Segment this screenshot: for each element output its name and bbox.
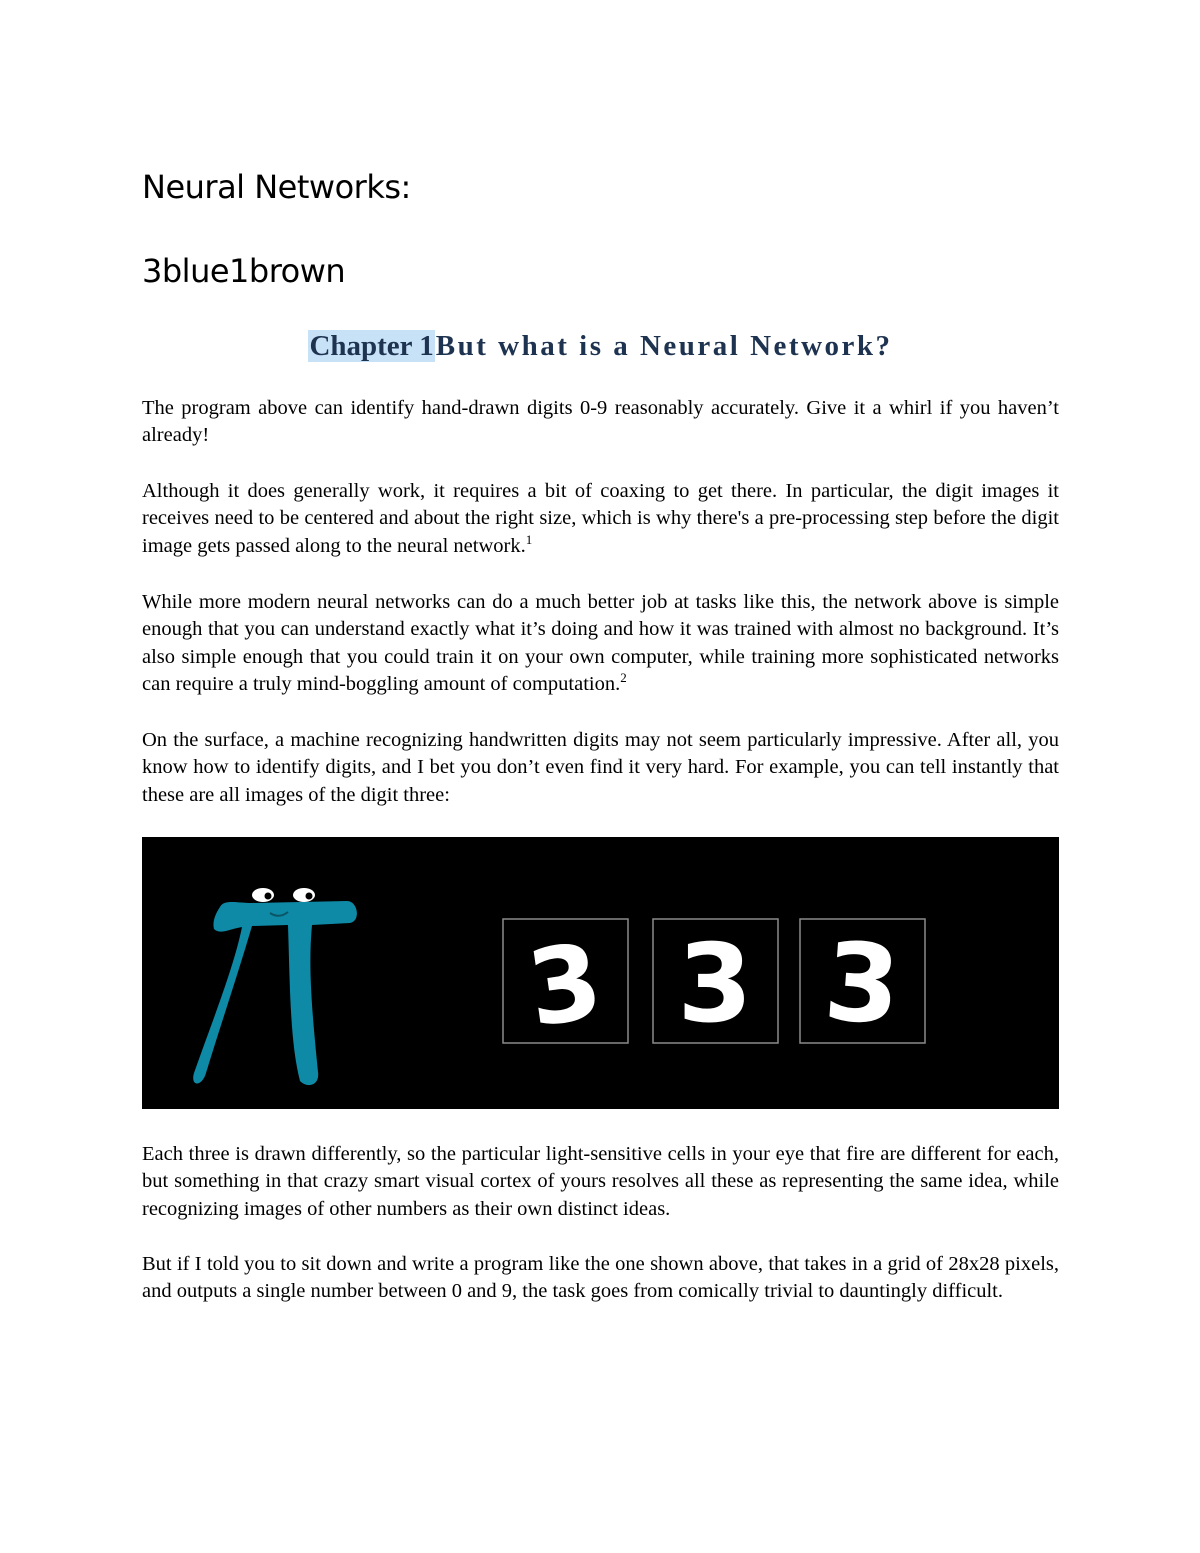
- pi-pupil-right: [306, 893, 313, 900]
- paragraph-text: Each three is drawn differently, so the particular light-sensitive cells in your eye that fire are different for each, but something in that crazy smart visual cortex of yours resolves all these as representing the same idea, while recognizing images of other numbers as their own distinct ideas.: [142, 1143, 1059, 1220]
- document-title: Neural Networks:: [142, 168, 411, 206]
- document-subtitle: 3blue1brown: [142, 252, 346, 290]
- paragraph-text: Although it does generally work, it requires a bit of coaxing to get there. In particular, the digit images it receives need to be centered and about the right size, which is why there's a pre-processing step before the digit image gets passed along to the neural network.: [142, 480, 1059, 557]
- paragraph: [142, 1141, 1059, 1223]
- digit-label: 3: [820, 919, 905, 1050]
- pi-body: [193, 901, 357, 1085]
- paragraph: [142, 727, 1059, 809]
- chapter-label: Chapter 1: [309, 330, 434, 362]
- digit-box: [653, 919, 778, 1047]
- figure-illustration: [142, 837, 1059, 1109]
- footnote-marker[interactable]: 1: [525, 531, 533, 547]
- digit-box: [503, 919, 628, 1050]
- digit-three-figure: [142, 837, 1059, 1109]
- chapter-heading: [142, 330, 1059, 363]
- pi-creature-icon: [193, 888, 357, 1085]
- chapter-title: But what is a Neural Network?: [435, 330, 893, 362]
- paragraph-text: But if I told you to sit down and write a program like the one shown above, that takes in a grid of 28x28 pixels, and outputs a single number between 0 and 9, the task goes from comically trivial to dauntingly difficult.: [142, 1253, 1059, 1303]
- paragraph: [142, 395, 1059, 450]
- paragraph-text: On the surface, a machine recognizing handwritten digits may not seem particularly impressive. After all, you know how to identify digits, and I bet you don’t even find it very hard. For example, you can tell instantly that these are all images of the digit three:: [142, 729, 1059, 806]
- paragraph: [142, 589, 1059, 698]
- paragraph: [142, 478, 1059, 560]
- digit-label: 3: [520, 919, 610, 1051]
- digit-box: [800, 919, 925, 1049]
- paragraph: [142, 1251, 1059, 1306]
- footnote-marker[interactable]: 2: [620, 669, 627, 685]
- paragraph-text: While more modern neural networks can do a much better job at tasks like this, the network above is simple enough that you can understand exactly what it’s doing and how it was trained with almost no background. It’s also simple enough that you could train it on your own computer, while training more sophisticated networks can require a truly mind-boggling amount of computation.: [142, 591, 1059, 695]
- digit-label: 3: [677, 922, 753, 1047]
- paragraph-text: The program above can identify hand-drawn digits 0-9 reasonably accurately. Give it a whirl if you haven’t already!: [142, 397, 1059, 447]
- pi-pupil-left: [265, 893, 272, 900]
